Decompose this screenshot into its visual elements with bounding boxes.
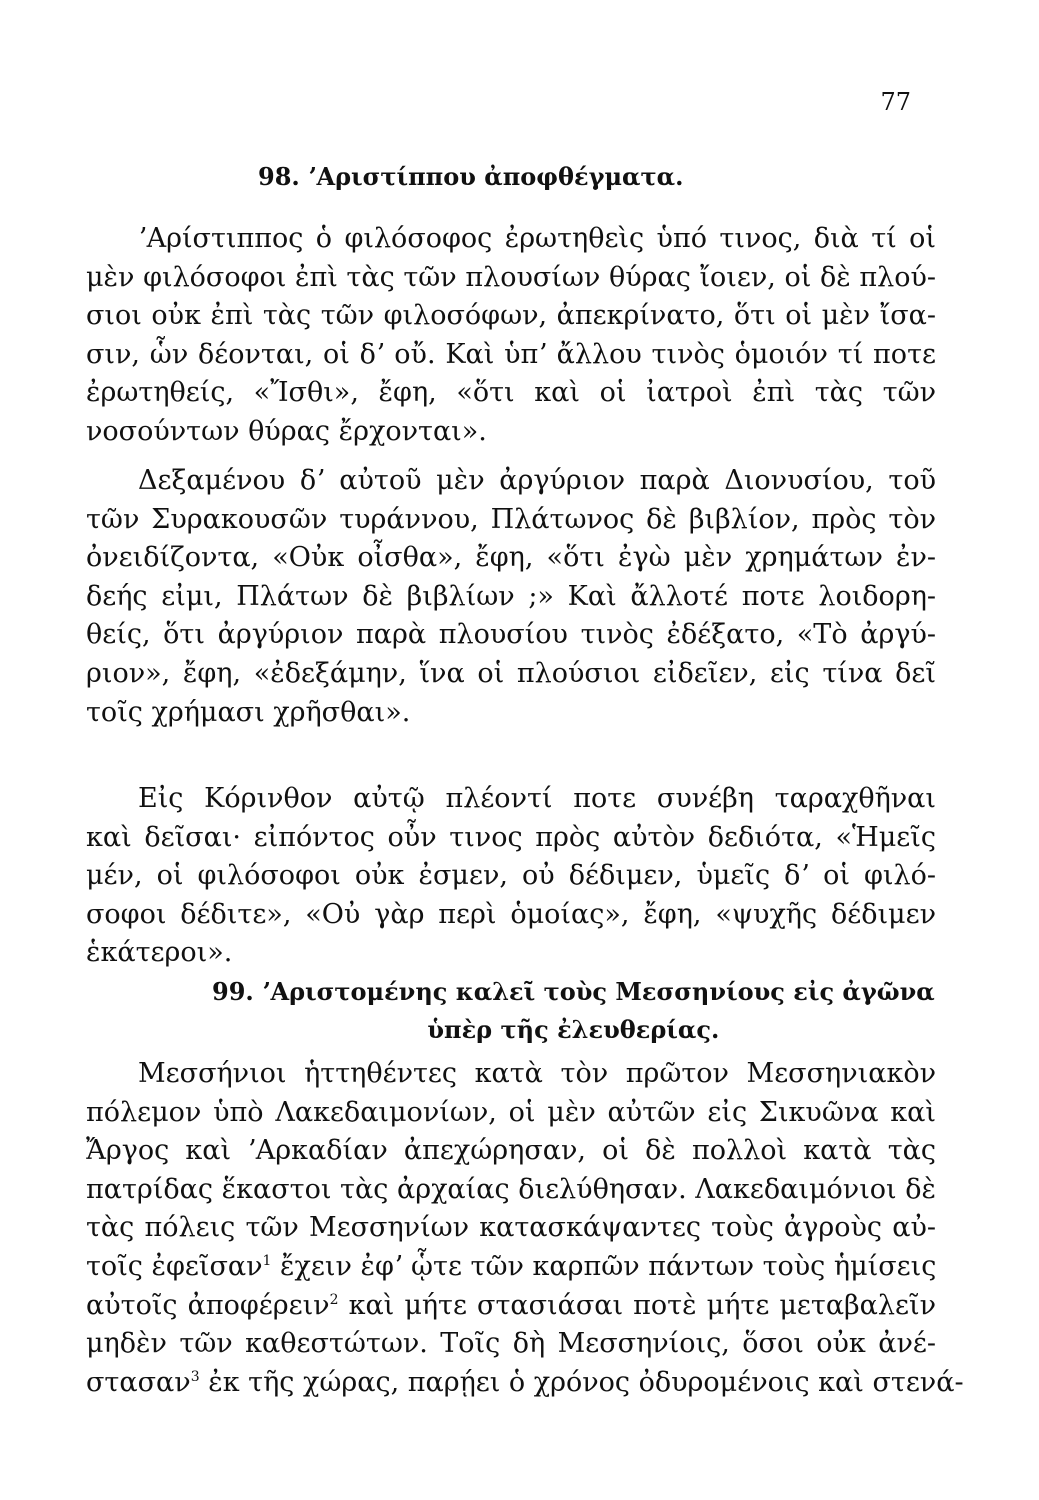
text-segment: τοῖς ἐφεῖσαν: [86, 1250, 263, 1282]
text-line: δεής εἰμι, Πλάτων δὲ βιβλίων ;» Καὶ ἄλλοτέ ποτε λοιδορη-: [86, 580, 936, 612]
text-line: ἐρωτηθείς, «Ἴσθι», ἔφη, «ὅτι καὶ οἱ ἰατροὶ ἐπὶ τὰς τῶν: [86, 377, 936, 409]
paragraph-3: [86, 780, 936, 973]
text-line: [86, 1287, 936, 1326]
text-line: Ἄργος καὶ ʼΑρκαδίαν ἀπεχώρησαν, οἱ δὲ πολλοὶ κατὰ τὰς: [86, 1135, 936, 1167]
text-line: μηδὲν τῶν καθεστώτων. Τοῖς δὴ Μεσσηνίοις, ὅσοι οὐκ ἀνέ-: [86, 1328, 936, 1360]
text-line: ριον», ἔφη, «ἐδεξάμην, ἵνα οἱ πλούσιοι εἰδεῖεν, εἰς τίνα δεῖ: [86, 657, 936, 689]
text-line: Μεσσήνιοι ἡττηθέντες κατὰ τὸν πρῶτον Μεσσηνιακὸν: [138, 1058, 936, 1089]
text-line: θείς, ὅτι ἀργύριον παρὰ πλουσίου τινὸς ἐδέξατο, «Τὸ ἀργύ-: [86, 619, 936, 651]
text-segment: ἐκ τῆς χώρας, παρῄει ὁ χρόνος ὀδυρομένοις καὶ στενά-: [208, 1366, 964, 1398]
text-line: Εἰς Κόρινθον αὐτῷ πλέοντί ποτε συνέβη ταραχθῆναι: [138, 783, 936, 814]
page-number: 77: [880, 88, 911, 116]
footnote-mark: 2: [329, 1291, 339, 1308]
text-line: πόλεμον ὑπὸ Λακεδαιμονίων, οἱ μὲν αὐτῶν εἰς Σικυῶνα καὶ: [86, 1096, 936, 1128]
text-segment: αὐτοῖς ἀποφέρειν: [86, 1289, 330, 1321]
text-line: μέν, οἱ φιλόσοφοι οὐκ ἐσμεν, οὐ δέδιμεν, ὑμεῖς δʼ οἱ φιλό-: [86, 860, 936, 892]
text-line: μὲν φιλόσοφοι ἐπὶ τὰς τῶν πλουσίων θύρας ἴοιεν, οἱ δὲ πλού-: [86, 261, 936, 293]
text-line: Δεξαμένου δʼ αὐτοῦ μὲν ἀργύριον παρὰ Διονυσίου, τοῦ: [138, 465, 936, 496]
section-heading-99-line2: ὑπὲρ τῆς ἐλευθερίας.: [427, 1015, 720, 1044]
section-heading-98: 98. ʼΑριστίππου ἀποφθέγματα.: [258, 162, 684, 191]
footnote-mark: 3: [190, 1368, 200, 1385]
text-line: νοσούντων θύρας ἔρχονται».: [86, 415, 487, 447]
text-line: ἑκάτεροι».: [86, 937, 233, 969]
text-line: σιοι οὐκ ἐπὶ τὰς τῶν φιλοσόφων, ἀπεκρίνατο, ὅτι οἱ μὲν ἴσα-: [86, 300, 936, 332]
text-segment: καὶ μήτε στασιάσαι ποτὲ μήτε μεταβαλεῖν: [348, 1289, 936, 1321]
text-segment: στασαν: [86, 1366, 191, 1398]
text-line: τοῖς χρήμασι χρῆσθαι».: [86, 696, 411, 728]
section-heading-99-line1: 99. ʼΑριστομένης καλεῖ τοὺς Μεσσηνίους εἰς ἀγῶνα: [212, 977, 935, 1006]
text-line: ὀνειδίζοντα, «Οὐκ οἶσθα», ἔφη, «ὅτι ἐγὼ μὲν χρημάτων ἐν-: [86, 542, 936, 574]
paragraph-2: [86, 462, 936, 732]
paragraph-4: [86, 1055, 964, 1402]
text-segment: ἔχειν ἐφʼ ᾧτε τῶν καρπῶν πάντων τοὺς ἡμίσεις: [280, 1250, 937, 1282]
text-line: [86, 1364, 964, 1403]
paragraph-1: [86, 220, 936, 452]
text-line: ʼΑρίστιππος ὁ φιλόσοφος ἐρωτηθεὶς ὑπό τινος, διὰ τί οἱ: [138, 223, 936, 254]
text-line: [86, 1248, 936, 1287]
text-line: καὶ δεῖσαι· εἰπόντος οὖν τινος πρὸς αὐτὸν δεδιότα, «Ἡμεῖς: [86, 821, 936, 853]
text-line: πατρίδας ἕκαστοι τὰς ἀρχαίας διελύθησαν. Λακεδαιμόνιοι δὲ: [86, 1173, 936, 1205]
section-heading-99: [212, 973, 935, 1049]
text-line: τὰς πόλεις τῶν Μεσσηνίων κατασκάψαντες τοὺς ἀγροὺς αὐ-: [86, 1212, 936, 1244]
text-line: σοφοι δέδιτε», «Οὐ γὰρ περὶ ὁμοίας», ἔφη, «ψυχῆς δέδιμεν: [86, 898, 936, 930]
text-line: τῶν Συρακουσῶν τυράννου, Πλάτωνος δὲ βιβλίον, πρὸς τὸν: [86, 503, 936, 535]
footnote-mark: 1: [262, 1252, 272, 1269]
text-line: σιν, ὧν δέονται, οἱ δʼ οὔ. Καὶ ὑπʼ ἄλλου τινὸς ὁμοιόν τί ποτε: [86, 338, 936, 370]
